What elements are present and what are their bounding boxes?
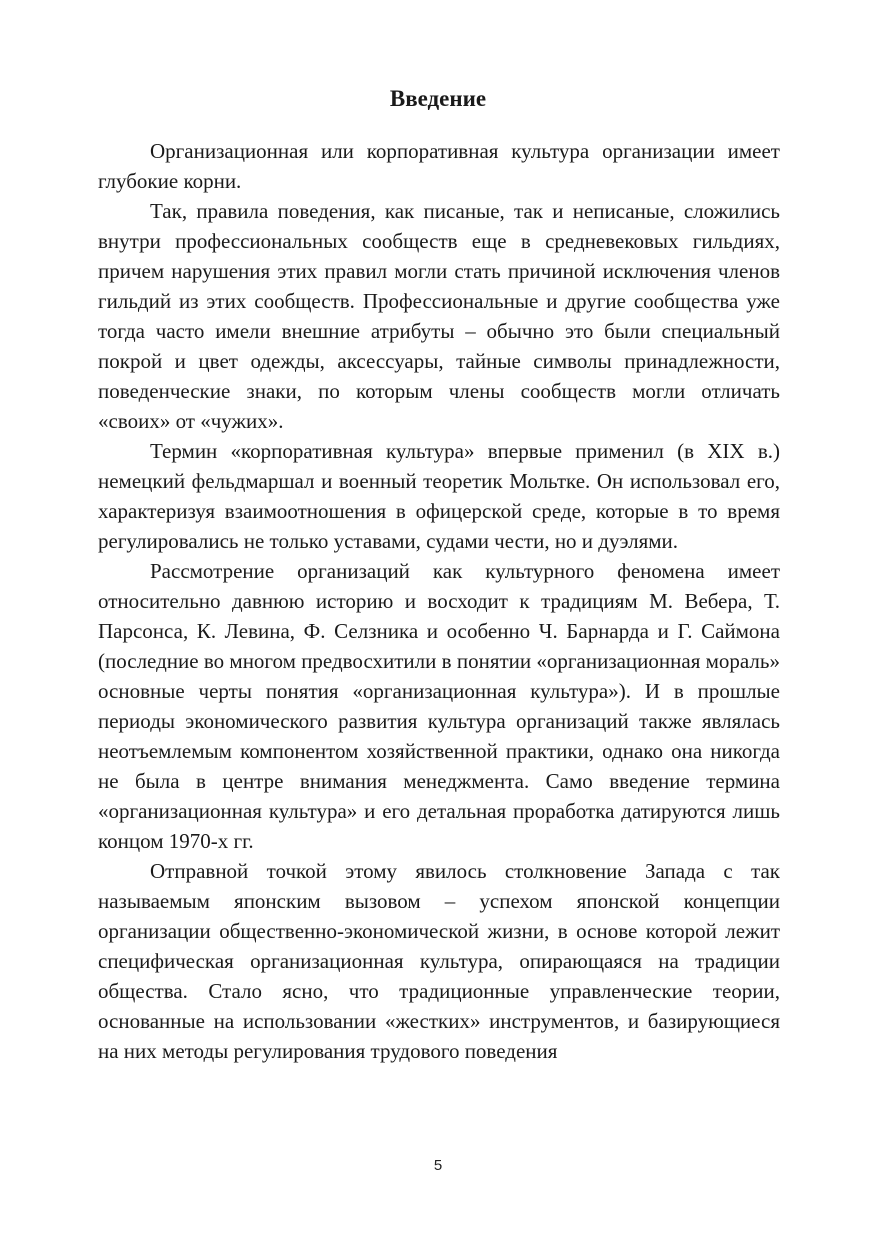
page-title: Введение	[389, 86, 487, 111]
paragraph: Термин «корпоративная культура» впервые применил (в XIX в.) немецкий фельдмаршал и военный теоретик Мольтке. Он использовал его, характеризуя взаимоотношения в офицерской среде, которые в то время регулировались не только уставами, судами чести, но и дуэлями.	[98, 439, 780, 553]
paragraph: Рассмотрение организаций как культурного феномена имеет относительно давнюю историю и восходит к традициям М. Вебера, Т. Парсонса, К. Левина, Ф. Селзника и особенно Ч. Барнарда и Г. Саймона (последние во многом предвосхитили в понятии «организационная мораль» основные черты понятия «организационная культура»). И в прошлые периоды экономического развития культура организаций также являлась неотъемлемым компонентом хозяйственной практики, однако она никогда не была в центре внимания менеджмента. Само введение термина «организационная культура» и его детальная проработка датируются лишь концом 1970-х гг.	[98, 559, 780, 853]
paragraph: Организационная или корпоративная культура организации имеет глубокие корни.	[98, 139, 780, 193]
body-text	[98, 136, 780, 1066]
page-number: 5	[433, 1157, 443, 1174]
paragraph: Отправной точкой этому явилось столкновение Запада с так называемым японским вызовом – успехом японской концепции организации общественно-экономической жизни, в основе которой лежит специфическая организационная культура, опирающаяся на традиции общества. Стало ясно, что традиционные управленческие теории, основанные на использовании «жестких» инструментов, и базирующиеся на них методы регулирования трудового поведения	[98, 859, 780, 1063]
paragraph: Так, правила поведения, как писаные, так и неписаные, сложились внутри профессиональных сообществ еще в средневековых гильдиях, причем нарушения этих правил могли стать причиной исключения членов гильдий из этих сообществ. Профессиональные и другие сообщества уже тогда часто имели внешние атрибуты – обычно это были специальный покрой и цвет одежды, аксессуары, тайные символы принадлежности, поведенческие знаки, по которым члены сообществ могли отличать «своих» от «чужих».	[98, 199, 780, 433]
